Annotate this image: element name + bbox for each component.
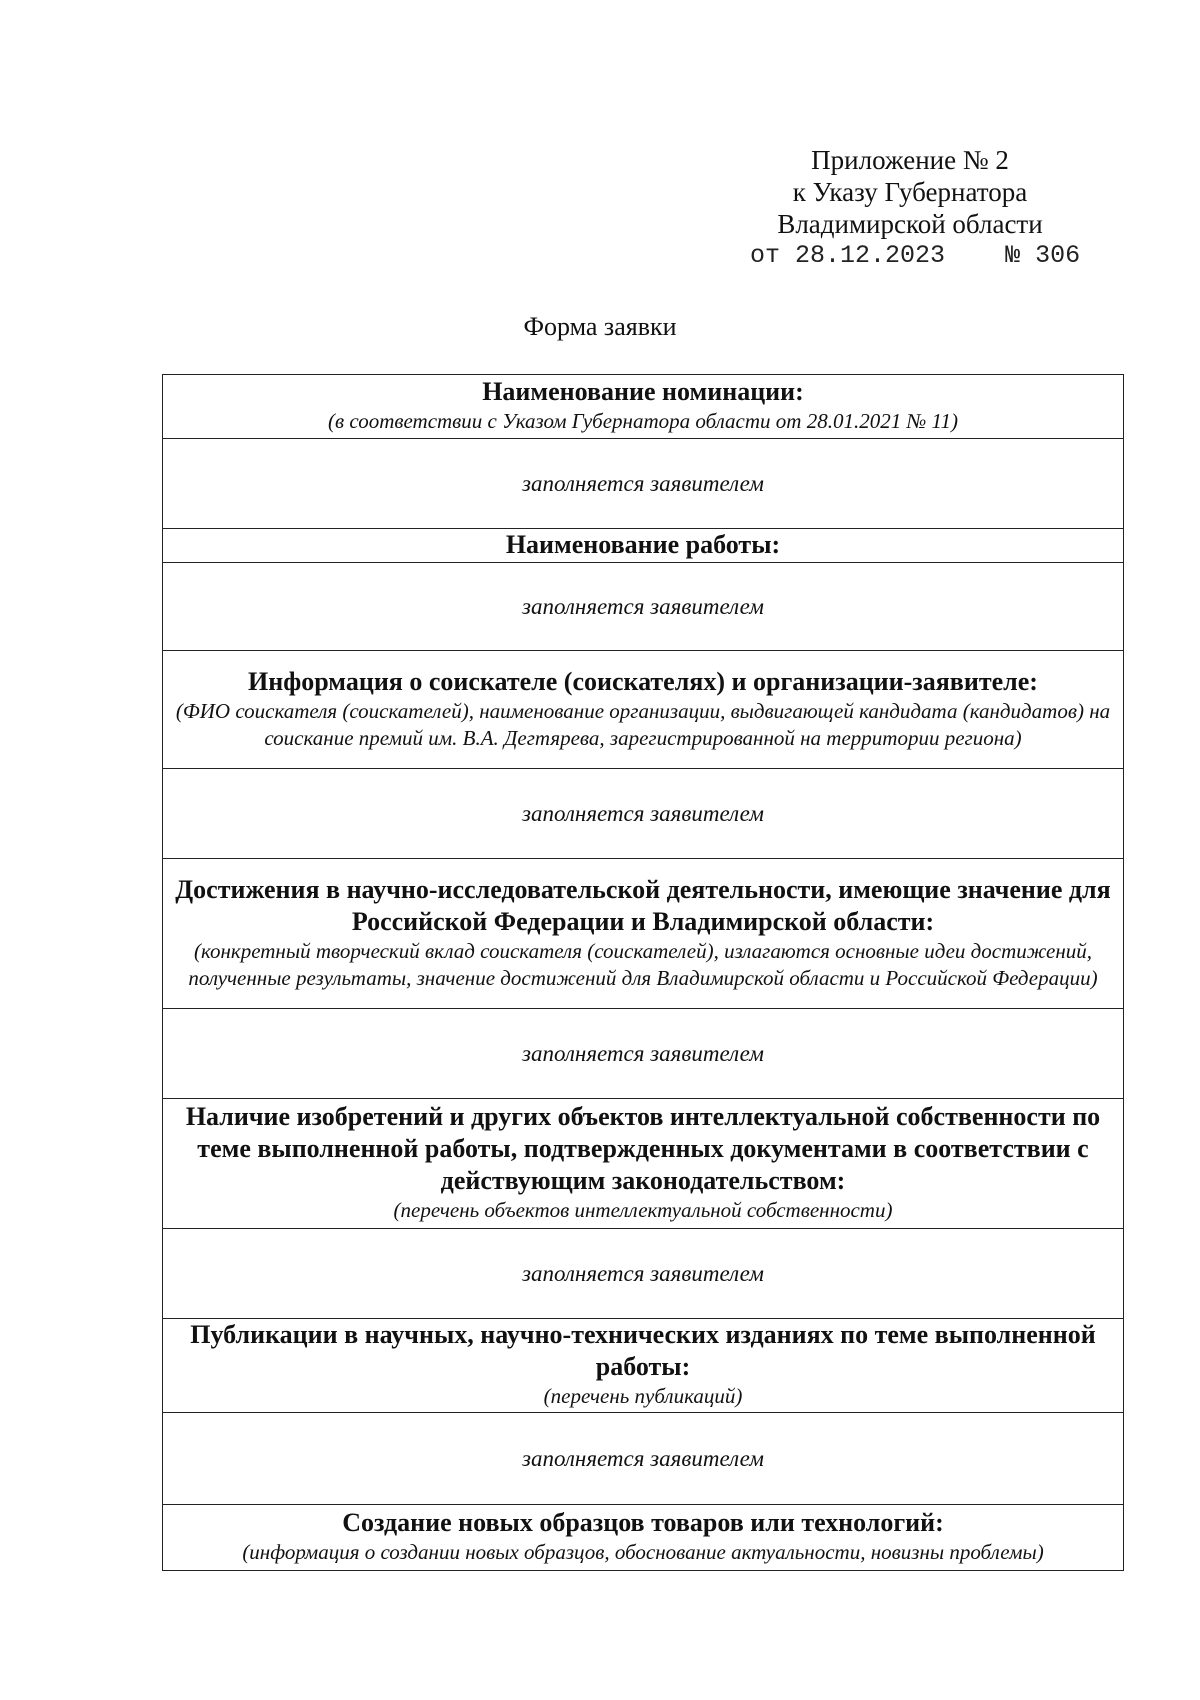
fill-field-publications[interactable]: заполняется заявителем — [163, 1413, 1123, 1505]
decree-date: 28.12.2023 — [795, 241, 946, 270]
section-title: Наличие изобретений и других объектов интеллектуальной собственности по теме выполненной работы, подтвержденных документами в соответствии с действующим законодательством: — [185, 1102, 1101, 1195]
section-nomination-header — [163, 375, 1123, 439]
section-title: Наименование работы: — [505, 529, 781, 559]
section-new-products-header — [163, 1505, 1123, 1571]
fill-field-applicant-info[interactable]: заполняется заявителем — [163, 769, 1123, 859]
fill-field-intellectual-property[interactable]: заполняется заявителем — [163, 1229, 1123, 1319]
section-title: Достижения в научно-исследовательской деятельности, имеющие значение для Российской Федерации и Владимирской области: — [175, 874, 1111, 936]
annex-header — [750, 144, 1081, 272]
section-work-title-header — [163, 529, 1123, 563]
section-title: Создание новых образцов товаров или технологий: — [342, 1508, 944, 1537]
section-note: (в соответствии с Указом Губернатора области от 28.01.2021 № 11) — [328, 409, 958, 433]
fill-field-achievements[interactable]: заполняется заявителем — [163, 1009, 1123, 1099]
fill-field-nomination[interactable]: заполняется заявителем — [163, 439, 1123, 529]
section-intellectual-property-header — [163, 1099, 1123, 1229]
section-achievements-header — [163, 859, 1123, 1009]
annex-line-3: Владимирской области — [777, 209, 1043, 239]
annex-date-line — [750, 240, 1081, 272]
number-label: № — [1005, 241, 1021, 270]
application-form-table — [162, 374, 1124, 1571]
section-note: (перечень публикаций) — [543, 1384, 743, 1408]
date-prefix: от — [750, 241, 781, 270]
decree-number: 306 — [1035, 241, 1081, 270]
section-publications-header — [163, 1319, 1123, 1413]
annex-line-2: к Указу Губернатора — [792, 177, 1028, 207]
form-title: Форма заявки — [523, 312, 677, 341]
section-title: Информация о соискателе (соискателях) и организации-заявителе: — [248, 666, 1038, 696]
annex-line-1: Приложение № 2 — [811, 145, 1009, 175]
section-note: (ФИО соискателя (соискателей), наименование организации, выдвигающей кандидата (кандидатов) на соискание премий им. В.А. Дегтярева, зарегистрированной на территории региона) — [175, 698, 1111, 750]
section-title: Публикации в научных, научно-технических изданиях по теме выполненной работы: — [190, 1320, 1096, 1381]
section-applicant-info-header — [163, 651, 1123, 769]
fill-field-work-title[interactable]: заполняется заявителем — [163, 563, 1123, 651]
section-note: (информация о создании новых образцов, обоснование актуальности, новизны проблемы) — [242, 1540, 1044, 1564]
section-title: Наименование номинации: — [482, 377, 804, 406]
section-note: (конкретный творческий вклад соискателя (соискателей), излагаются основные идеи достижений, полученные результаты, значение достижений для Владимирской области и Российской Федерации) — [188, 938, 1098, 990]
section-note: (перечень объектов интеллектуальной собственности) — [393, 1198, 893, 1222]
